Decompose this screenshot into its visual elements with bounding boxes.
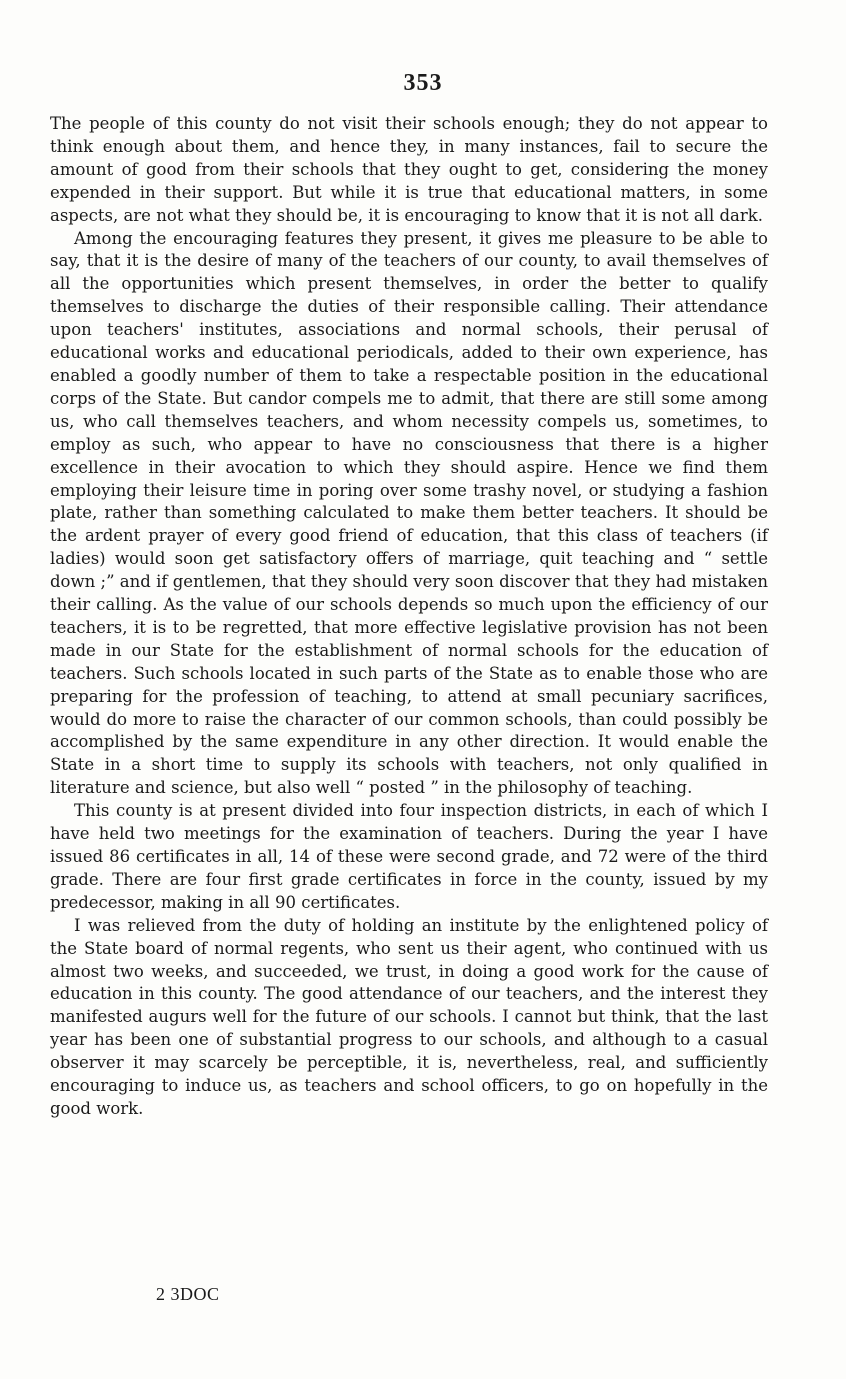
paragraph-teacher-quality: Among the encouraging features they present, it gives me pleasure to be able to say, that it is the desire of many of the teachers of our county, to avail themselves of all the opportunities which present themselves, in order the better to qualify themselves to discharge the duties of their responsible calling. Their attendance upon teachers' institutes, associations and normal schools, their perusal of educational works and educational periodicals, added to their own experience, has enabled a goodly number of them to take a respectable position in the educational corps of the State. But candor compels me to admit, that there are still some among us, who call themselves teachers, and whom necessity compels us, sometimes, to employ as such, who appear to have no consciousness that there is a higher excellence in their avocation to which they should aspire. Hence we find them employing their leisure time in poring over some trashy novel, or studying a fashion plate, rather than something calculated to make them better teachers. It should be the ardent prayer of every good friend of education, that this class of teachers (if ladies) would soon get satisfactory offers of marriage, quit teaching and “ settle down ;” and if gentlemen, that they should very soon discover that they had mistaken their calling. As the value of our schools depends so much upon the efficiency of our teachers, it is to be regretted, that more effective legislative provision has not been made in our State for the establishment of normal schools for the education of teachers. Such schools located in such parts of the State as to enable those who are preparing for the profession of teaching, to attend at small pecuniary sacrifices, would do more to raise the character of our common schools, than could possibly be accomplished by the same expenditure in any other direction. It would enable the State in a short time to supply its schools with teachers, not only qualified in literature and science, but also well “ posted ” in the philosophy of teaching. xyxy=(50,228,768,798)
paragraph-visiting-schools: The people of this county do not visit their schools enough; they do not appear to think enough about them, and hence they, in many instances, fail to secure the amount of good from their schools that they ought to get, considering the money expended in their support. But while it is true that educational matters, in some aspects, are not what they should be, it is encouraging to know that it is not all dark. xyxy=(50,114,768,225)
paragraph-certificates: This county is at present divided into four inspection districts, in each of which I have held two meetings for the examination of teachers. During the year I have issued 86 certificates in all, 14 of these were second grade, and 72 were of the third grade. There are four first grade certificates in force in the county, issued by my predecessor, making in all 90 certificates. xyxy=(50,801,768,912)
page-number: 353 xyxy=(403,70,443,96)
paragraph-institute: I was relieved from the duty of holding an institute by the enlightened policy of the State board of normal regents, who sent us their agent, who continued with us almost two weeks, and succeeded, we trust, in doing a good work for the cause of education in this county. The good attendance of our teachers, and the interest they manifested augurs well for the future of our schools. I cannot but think, that the last year has been one of substantial progress to our schools, and although to a casual observer it may scarcely be perceptible, it is, nevertheless, real, and sufficiently encouraging to induce us, as teachers and school officers, to go on hopefully in the good work. xyxy=(50,915,768,1118)
signature-mark: 2 3DOC xyxy=(156,1284,220,1304)
body-text xyxy=(50,113,768,1121)
